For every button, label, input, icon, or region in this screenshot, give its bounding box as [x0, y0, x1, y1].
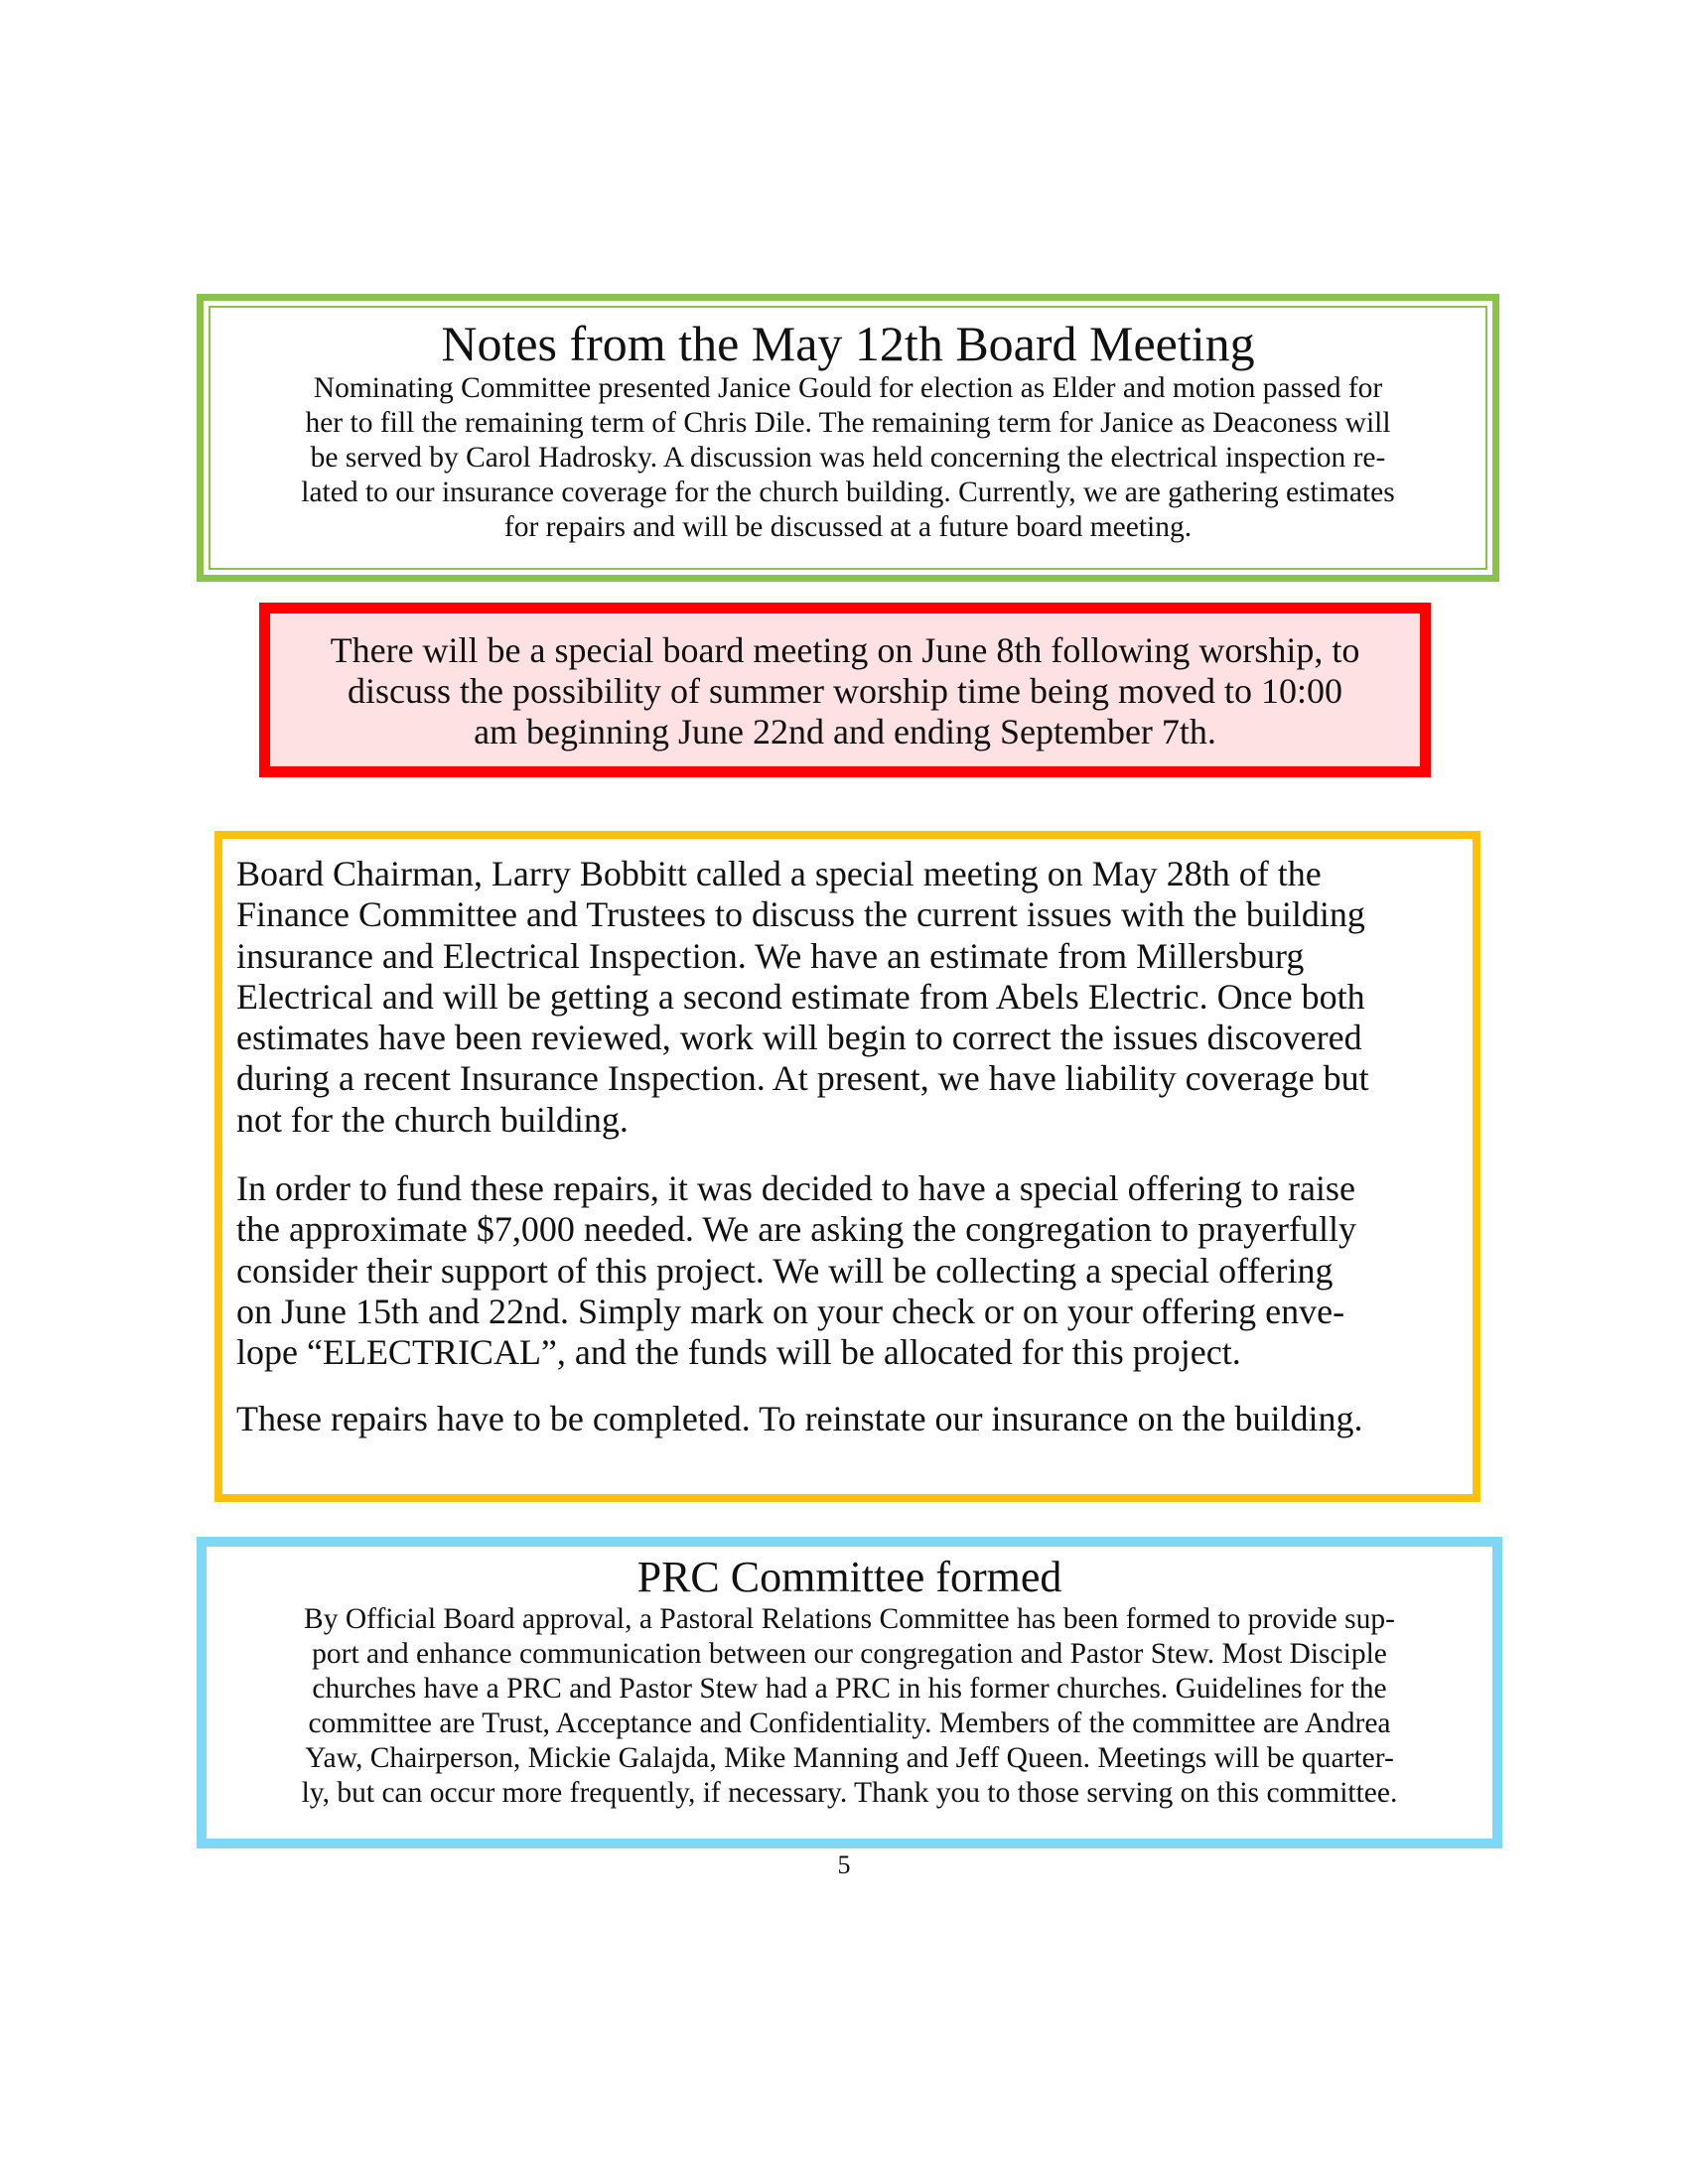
finance-paragraph-line: not for the church building.	[236, 1099, 629, 1140]
finance-paragraph-line: Electrical and will be getting a second estimate from Abels Electric. Once both	[236, 976, 1365, 1017]
special-meeting-announcement-box	[259, 603, 1431, 777]
board-meeting-notes-line: for repairs and will be discussed at a future board meeting.	[503, 511, 1193, 543]
finance-committee-box	[214, 831, 1480, 1502]
finance-paragraph-3: These repairs have to be completed. To reinstate our insurance on the building.	[236, 1398, 1363, 1438]
prc-committee-line: churches have a PRC and Pastor Stew had a PRC in his former churches. Guidelines for the	[312, 1673, 1387, 1705]
board-meeting-notes-inner	[209, 306, 1487, 570]
finance-paragraph-line: the approximate $7,000 needed. We are asking the congregation to prayerfully	[236, 1209, 1357, 1250]
finance-paragraph-line: Finance Committee and Trustees to discuss the current issues with the building	[236, 894, 1365, 935]
prc-committee-title: PRC Committee formed	[636, 1553, 1062, 1601]
board-meeting-notes-line: be served by Carol Hadrosky. A discussion was held concerning the electrical inspection re-	[310, 442, 1386, 474]
prc-committee-line: Yaw, Chairperson, Mickie Galajda, Mike Manning and Jeff Queen. Meetings will be quarter-	[305, 1742, 1394, 1774]
finance-paragraph-line: Board Chairman, Larry Bobbitt called a special meeting on May 28th of the	[236, 854, 1322, 893]
board-meeting-notes-box	[197, 294, 1499, 582]
board-meeting-notes-line: lated to our insurance coverage for the church building. Currently, we are gathering estimates	[301, 477, 1395, 508]
finance-paragraph-line: during a recent Insurance Inspection. At present, we have liability coverage but	[236, 1058, 1369, 1099]
board-meeting-notes-line: her to fill the remaining term of Chris Dile. The remaining term for Janice as Deaconess will	[305, 407, 1391, 439]
finance-paragraph-line: insurance and Electrical Inspection. We have an estimate from Millersburg	[236, 935, 1305, 976]
finance-paragraph-line: lope “ELECTRICAL”, and the funds will be allocated for this project.	[236, 1332, 1241, 1373]
special-meeting-line: am beginning June 22nd and ending September 7th.	[474, 712, 1216, 751]
finance-paragraph-line: consider their support of this project. We will be collecting a special offering	[236, 1250, 1334, 1291]
finance-paragraph-line: In order to fund these repairs, it was decided to have a special offering to raise	[236, 1168, 1355, 1209]
prc-committee-line: port and enhance communication between our congregation and Pastor Stew. Most Disciple	[312, 1638, 1387, 1670]
finance-paragraph-line: estimates have been reviewed, work will begin to correct the issues discovered	[236, 1018, 1362, 1058]
prc-committee-line: By Official Board approval, a Pastoral Relations Committee has been formed to provide sup-	[304, 1603, 1395, 1635]
page-number: 5	[837, 1850, 851, 1879]
prc-committee-line: ly, but can occur more frequently, if necessary. Thank you to those serving on this committee.	[301, 1777, 1398, 1809]
special-meeting-line: There will be a special board meeting on June 8th following worship, to	[330, 630, 1360, 670]
finance-paragraph-2	[236, 1168, 1463, 1373]
prc-committee-line: committee are Trust, Acceptance and Confidentiality. Members of the committee are Andrea	[308, 1707, 1391, 1739]
board-meeting-notes-line: Nominating Committee presented Janice Gould for election as Elder and motion passed for	[313, 372, 1383, 404]
finance-paragraph-1	[236, 854, 1463, 1141]
finance-paragraph-line: on June 15th and 22nd. Simply mark on your check or on your offering enve-	[236, 1291, 1345, 1331]
special-meeting-line: discuss the possibility of summer worship time being moved to 10:00	[348, 671, 1342, 711]
board-meeting-notes-title: Notes from the May 12th Board Meeting	[441, 316, 1255, 371]
prc-committee-box	[197, 1537, 1502, 1848]
